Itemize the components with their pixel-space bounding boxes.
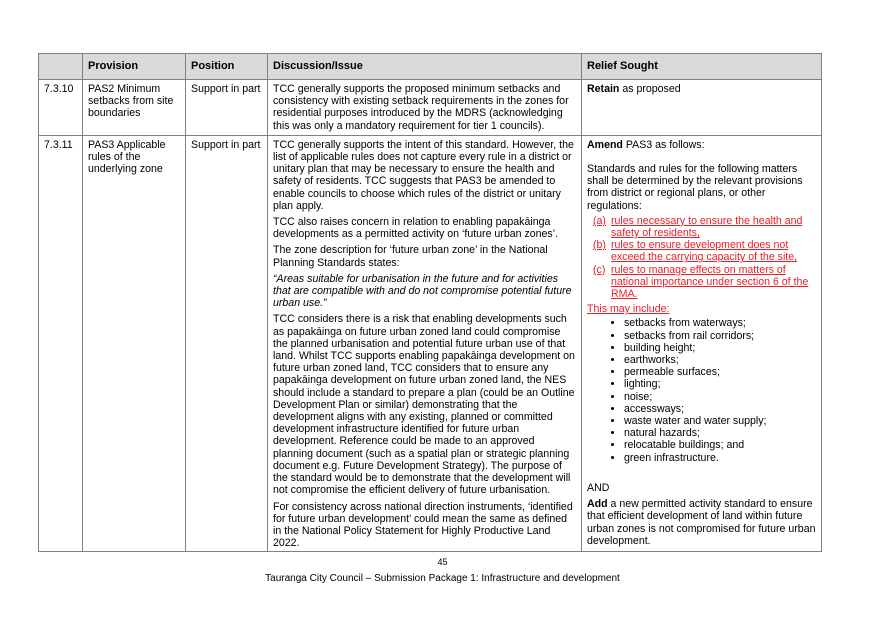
- list-item: • building height;: [624, 342, 816, 354]
- list-item: • natural hazards;: [624, 427, 816, 439]
- relief-add: [587, 498, 816, 547]
- relief-intro: Standards and rules for the following matters shall be determined by the relevant provisions from district or regional plans, or other regulations:: [587, 163, 803, 212]
- list-item: • lighting;: [624, 378, 816, 390]
- row-ref: 7.3.10: [39, 80, 83, 136]
- relief-verb: Add: [587, 498, 608, 511]
- relief-bullets: [587, 317, 816, 463]
- header-discussion: Discussion/Issue: [268, 54, 582, 80]
- discussion-paragraph: TCC generally supports the intent of this standard. However, the list of applicable rules does not capture every rule in a district or unitary plan that may be necessary to ensure the health and safety of residents. TCC suggests that PAS3 be amended to enable councils to choose which rules of the district or unitary plan apply.: [273, 138, 574, 212]
- relief-text: as proposed: [619, 83, 681, 95]
- row-discussion: [268, 80, 582, 136]
- item-label: (c): [593, 263, 606, 276]
- discussion-paragraph: For consistency across national direction instruments, ‘identified for future urban development’ could mean the same as defined in the National Policy Statement for Highly Productive Land 2022.: [273, 500, 573, 550]
- page-number: 45: [437, 557, 448, 567]
- table-header-row: [39, 54, 822, 80]
- table-row: [39, 135, 822, 552]
- table-row: [39, 80, 822, 136]
- relief-text: PAS3 as follows:: [622, 138, 705, 151]
- list-item: • noise;: [624, 391, 816, 403]
- header-provision: Provision: [83, 54, 186, 80]
- item-text: rules necessary to ensure the health and safety of residents,: [611, 214, 803, 240]
- discussion-paragraph: TCC considers there is a risk that enabling developments such as papakāinga on future urban zoned land could compromise the planned urbanisation and potential future urban use of that land. Whilst TCC supports enabling papakāinga development on future urban zoned land, TCC considers that to ensure any papakāinga development on future urban zoned land, the NES should include a standard to prepare a plan (could be an Outline Development Plan or similar) demonstrating that the development aligns with any existing, planned or committed development infrastructure identified for future urban development. Reference could be made to an approved planning document (such as a spatial plan or strategic planning document e.g. Future Development Strategy). The purpose of the standard would be to demonstrate that the development will not compromise the efficient delivery of future urbanisation.: [273, 313, 575, 497]
- header-ref: [39, 54, 83, 80]
- item-label: (a): [593, 214, 606, 227]
- list-item: • relocatable buildings; and: [624, 439, 816, 451]
- list-item: • waste water and water supply;: [624, 415, 816, 427]
- row-discussion: [268, 135, 582, 552]
- relief-amend: [587, 139, 816, 151]
- list-item: • green infrastructure.: [624, 452, 816, 464]
- page-footer: Tauranga City Council – Submission Package 1: Infrastructure and development: [265, 573, 620, 584]
- row-relief: [582, 80, 822, 136]
- list-item: [593, 239, 816, 263]
- row-position: Support in part: [186, 135, 268, 552]
- list-item: • setbacks from rail corridors;: [624, 330, 816, 342]
- relief-verb: Retain: [587, 83, 620, 95]
- row-provision: PAS3 Applicable rules of the underlying zone: [83, 135, 186, 552]
- row-position: Support in part: [186, 80, 268, 136]
- relief-and: AND: [587, 481, 610, 494]
- discussion-paragraph: The zone description for ‘future urban zone’ in the National Planning Standards states:: [273, 244, 548, 269]
- row-relief: [582, 135, 822, 552]
- list-item: • accessways;: [624, 403, 816, 415]
- item-label: (b): [593, 239, 606, 252]
- discussion-quote: “Areas suitable for urbanisation in the future and for activities that are compatible with and do not compromise potential future urban use.”: [273, 272, 572, 310]
- list-item: • setbacks from waterways;: [624, 317, 816, 329]
- row-provision: PAS2 Minimum setbacks from site boundaries: [83, 80, 186, 136]
- row-ref: 7.3.11: [39, 135, 83, 552]
- item-text: rules to manage effects on matters of national importance under section 6 of the RMA.: [611, 263, 809, 301]
- list-item: [593, 264, 816, 301]
- header-position: Position: [186, 54, 268, 80]
- list-item: • earthworks;: [624, 354, 816, 366]
- submission-table: [38, 53, 822, 552]
- discussion-paragraph: TCC also raises concern in relation to enabling papakāinga developments as a permitted activity on ‘future urban zones’.: [273, 216, 559, 241]
- relief-may-include: This may include:: [587, 303, 670, 316]
- relief-verb: Amend: [587, 138, 623, 151]
- list-item: [593, 215, 816, 239]
- header-relief: Relief Sought: [582, 54, 822, 80]
- list-item: • permeable surfaces;: [624, 366, 816, 378]
- item-text: rules to ensure development does not exceed the carrying capacity of the site,: [611, 239, 798, 264]
- relief-list: [587, 215, 816, 300]
- relief-text: a new permitted activity standard to ensure that efficient development of land within future urban zones is not compromised for future urban development.: [587, 498, 816, 547]
- discussion-paragraph: TCC generally supports the proposed minimum setbacks and consistency with existing setback requirements in the zones for residential purposes introduced by the MDRS (acknowledging this was only a mandatory requirement for tier 1 councils).: [273, 83, 569, 132]
